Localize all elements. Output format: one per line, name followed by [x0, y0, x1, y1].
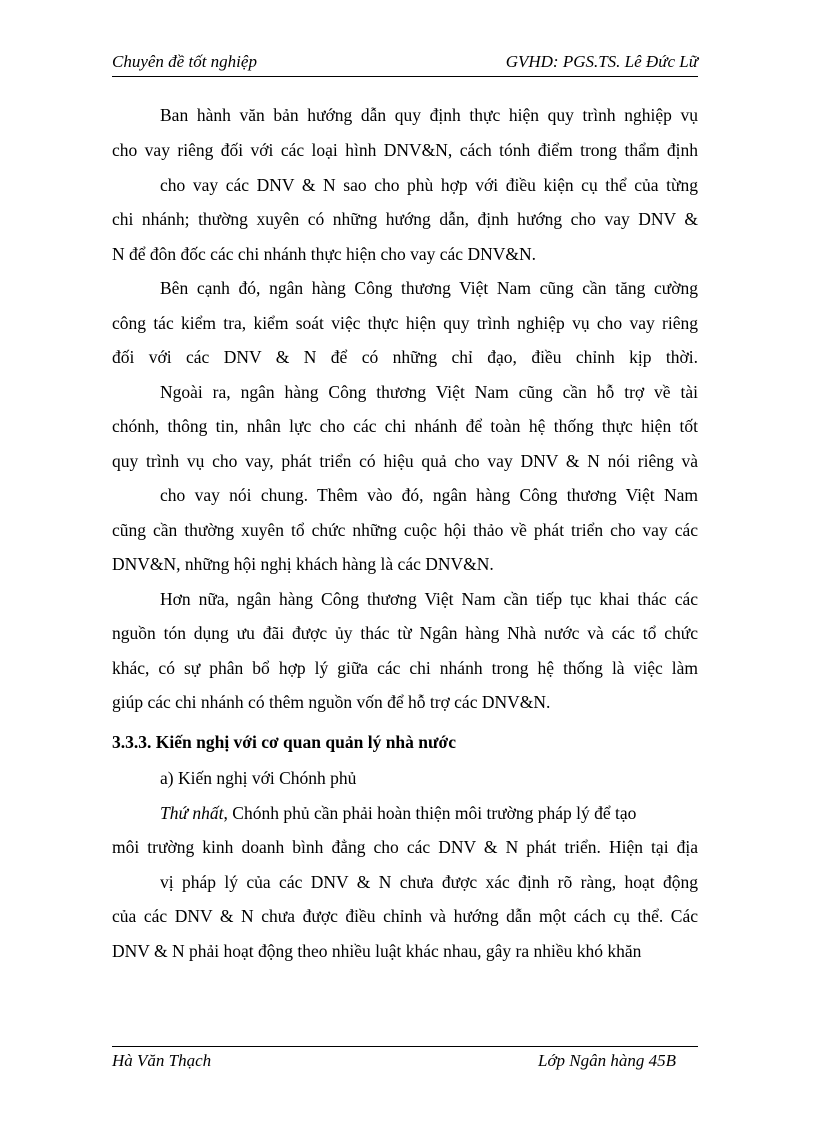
body-line: của các DNV & N chưa được điều chỉnh và hướng dẫn một cách cụ thể. Các	[112, 906, 698, 926]
page-footer	[112, 1046, 698, 1070]
body-line	[160, 801, 698, 825]
subsection-heading: a) Kiến nghị với Chónh phủ	[160, 768, 357, 788]
body-line: chi nhánh; thường xuyên có những hướng dẫn, định hướng cho vay DNV &	[112, 209, 698, 229]
footer-author: Hà Văn Thạch	[112, 1051, 212, 1070]
body-line: công tác kiểm tra, kiểm soát việc thực hiện quy trình nghiệp vụ cho vay riêng	[112, 313, 698, 333]
header-course-title: Chuyên đề tốt nghiệp	[112, 52, 257, 71]
footer-class: Lớp Ngân hàng 45B	[537, 1051, 676, 1070]
body-line: môi trường kinh doanh bình đẳng cho các DNV & N phát triển. Hiện tại địa	[112, 837, 698, 857]
body-line: cũng cần thường xuyên tổ chức những cuộc hội thảo về phát triển cho vay các	[112, 520, 698, 540]
body-line: quy trình vụ cho vay, phát triển có hiệu quả cho vay DNV & N nói riêng và	[112, 451, 698, 471]
body-line: nguồn tón dụng ưu đãi được ủy thác từ Ngân hàng Nhà nước và các tổ chức	[112, 623, 698, 643]
section-heading: 3.3.3. Kiến nghị với cơ quan quản lý nhà nước	[112, 732, 456, 752]
body-line: Bên cạnh đó, ngân hàng Công thương Việt Nam cũng cần tăng cường	[160, 278, 698, 298]
body-line-rest: , Chónh phủ cần phải hoàn thiện môi trường pháp lý để tạo	[223, 803, 637, 823]
body-line: cho vay nói chung. Thêm vào đó, ngân hàng Công thương Việt Nam	[160, 485, 698, 505]
body-line: đối với các DNV & N để có những chỉ đạo, điều chỉnh kịp thời.	[112, 347, 698, 367]
emphasis-first: Thứ nhất	[160, 803, 224, 823]
body-line: Ngoài ra, ngân hàng Công thương Việt Nam cũng cần hỗ trợ về tài	[160, 382, 698, 402]
body-line: cho vay riêng đối với các loại hình DNV&N, cách tónh điểm trong thẩm định	[112, 140, 698, 160]
page-header	[112, 52, 698, 77]
header-advisor: GVHD: PGS.TS. Lê Đức Lữ	[505, 52, 698, 71]
body-line: N để đôn đốc các chi nhánh thực hiện cho vay các DNV&N.	[112, 244, 536, 264]
body-line: DNV & N phải hoạt động theo nhiều luật khác nhau, gây ra nhiều khó khăn	[112, 941, 642, 961]
body-line: giúp các chi nhánh có thêm nguồn vốn để hỗ trợ các DNV&N.	[112, 692, 551, 712]
body-line: cho vay các DNV & N sao cho phù hợp với điều kiện cụ thể của từng	[160, 175, 698, 195]
body-line: vị pháp lý của các DNV & N chưa được xác định rõ ràng, hoạt động	[160, 872, 698, 892]
body-line: DNV&N, những hội nghị khách hàng là các DNV&N.	[112, 554, 494, 574]
body-line: khác, có sự phân bổ hợp lý giữa các chi nhánh trong hệ thống là việc làm	[112, 658, 698, 678]
body-line: chónh, thông tin, nhân lực cho các chi nhánh để toàn hệ thống thực hiện tốt	[112, 416, 698, 436]
body-line: Hơn nữa, ngân hàng Công thương Việt Nam cần tiếp tục khai thác các	[160, 589, 698, 609]
body-line: Ban hành văn bản hướng dẫn quy định thực hiện quy trình nghiệp vụ	[160, 105, 698, 125]
